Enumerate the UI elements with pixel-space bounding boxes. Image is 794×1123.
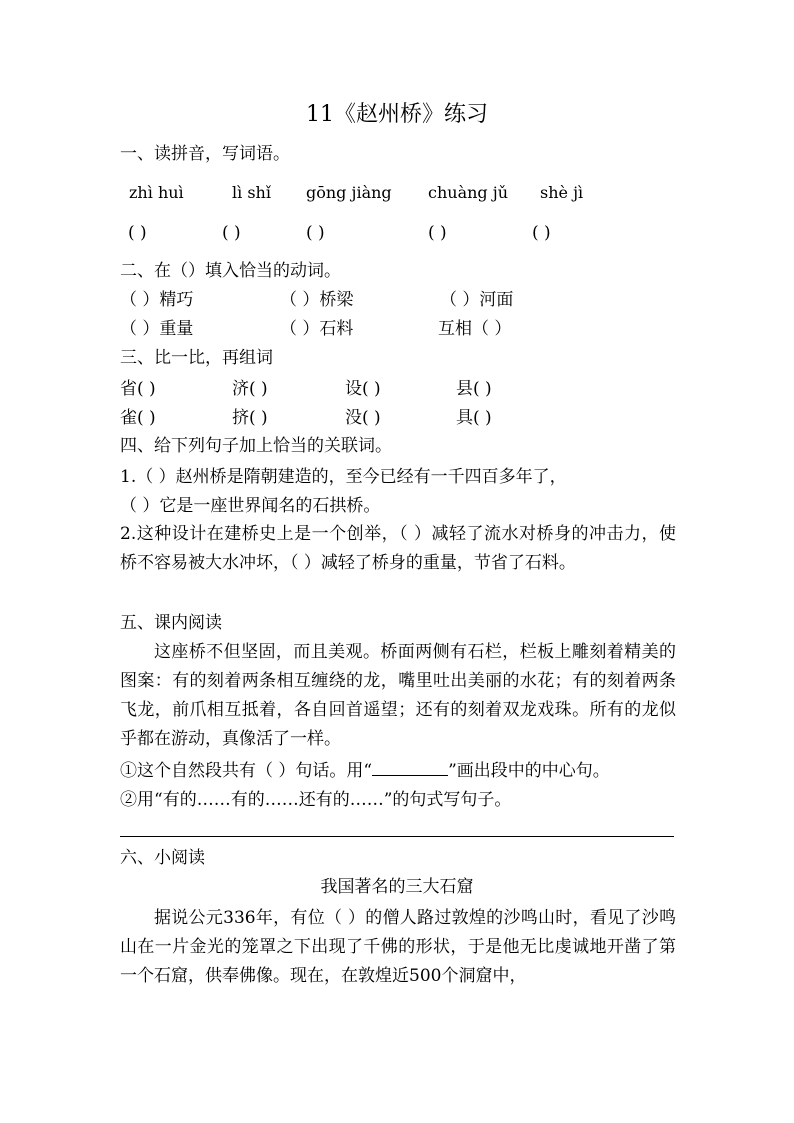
verb-blank-1[interactable]: （ ）精巧 [120, 290, 194, 310]
pinyin-4: chuàng jǔ [428, 183, 509, 202]
compare-blank-4[interactable]: 县( ) [456, 379, 492, 399]
answer-blank-3[interactable]: ( ) [306, 223, 325, 243]
compare-blank-7[interactable]: 没( ) [345, 408, 381, 428]
answer-blank-2[interactable]: ( ) [222, 223, 241, 243]
pinyin-5: shè jì [540, 183, 584, 202]
page-title: 11《赵州桥》练习 [306, 102, 488, 127]
reading-passage: 这座桥不但坚固，而且美观。桥面两侧有石栏，栏板上雕刻着精美的图案：有的刻着两条相互缠绕的龙，嘴里吐出美丽的水花；有的刻着两条飞龙，前爪相互抵着，各自回首遥望；还有的刻着双龙戏珠。所有的龙似乎都在游动，真像活了一样。 [120, 642, 676, 749]
conjunction-question-1-line-1: 1.（ ）赵州桥是隋朝建造的，至今已经有一千四百多年了， [120, 467, 567, 487]
section-5-heading: 五、课内阅读 [120, 613, 222, 633]
pinyin-3: gōng jiàng [306, 183, 392, 202]
compare-blank-5[interactable]: 雀( ) [120, 408, 156, 428]
pinyin-1: zhì huì [129, 183, 184, 202]
verb-blank-5[interactable]: （ ）石料 [280, 319, 354, 339]
answer-blank-1[interactable]: ( ) [128, 223, 147, 243]
verb-blank-3[interactable]: （ ）河面 [440, 290, 514, 310]
pinyin-2: lì shǐ [232, 183, 271, 202]
reading-question-2: ②用“有的……有的……还有的……”的句式写句子。 [120, 790, 512, 810]
answer-blank-5[interactable]: ( ) [532, 223, 551, 243]
compare-blank-8[interactable]: 具( ) [456, 408, 492, 428]
compare-blank-1[interactable]: 省( ) [120, 379, 156, 399]
conjunction-question-2: 2.这种设计在建桥史上是一个创举，（ ）减轻了流水对桥身的冲击力，使桥不容易被大水冲坏，（ ）减轻了桥身的重量，节省了石料。 [120, 524, 676, 573]
reading-question-1-text-b: ”画出段中的中心句。 [448, 761, 610, 781]
section-1-heading: 一、读拼音，写词语。 [120, 144, 290, 164]
article-passage: 据说公元336年，有位（ ）的僧人路过敦煌的沙鸣山时，看见了沙鸣山在一片金光的笼罩之下出现了千佛的形状，于是他无比虔诚地开凿了第一个石窟，供奉佛像。现在，在敦煌近500个洞窟中， [120, 908, 676, 986]
answer-line-divider [120, 836, 674, 837]
conjunction-question-1-line-2: （ ）它是一座世界闻名的石拱桥。 [120, 496, 381, 516]
verb-blank-6[interactable]: 互相（ ） [438, 319, 512, 339]
reading-question-1-text-a: ①这个自然段共有（ ）句话。用“ [120, 761, 373, 781]
section-4-heading: 四、给下列句子加上恰当的关联词。 [120, 436, 392, 456]
compare-blank-6[interactable]: 挤( ) [232, 408, 268, 428]
section-6-heading: 六、小阅读 [120, 848, 205, 868]
article-title: 我国著名的三大石窟 [320, 877, 474, 897]
verb-blank-4[interactable]: （ ）重量 [120, 319, 194, 339]
compare-blank-3[interactable]: 设( ) [345, 379, 381, 399]
section-3-heading: 三、比一比，再组词 [120, 348, 273, 368]
reading-question-1 [120, 759, 610, 783]
section-2-heading: 二、在（）填入恰当的动词。 [120, 261, 341, 281]
answer-blank-4[interactable]: ( ) [428, 223, 447, 243]
underline-blank[interactable] [372, 761, 448, 776]
compare-blank-2[interactable]: 济( ) [232, 379, 268, 399]
verb-blank-2[interactable]: （ ）桥梁 [280, 290, 354, 310]
